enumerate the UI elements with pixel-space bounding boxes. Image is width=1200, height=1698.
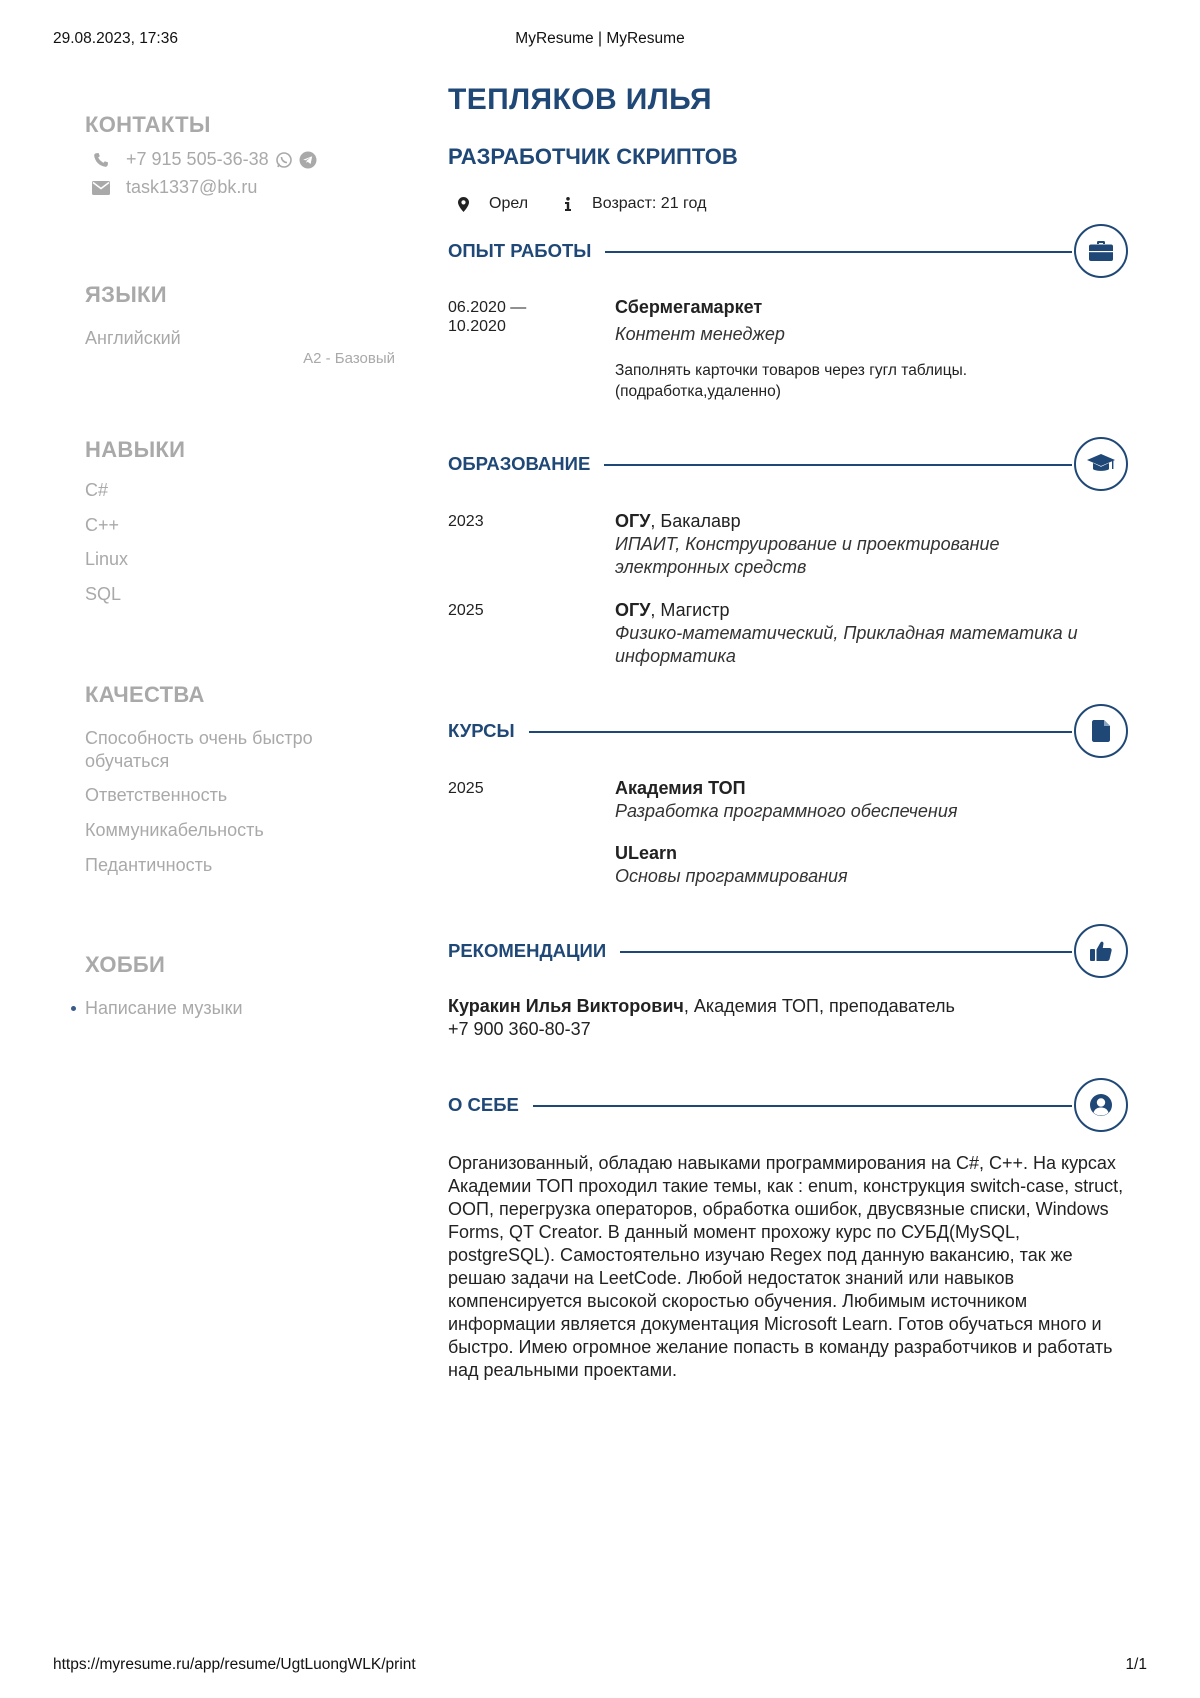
course-date: 2025 — [448, 780, 484, 797]
skill-item: SQL — [85, 584, 122, 604]
print-datetime: 29.08.2023, 17:36 — [53, 30, 178, 47]
skills-title: НАВЫКИ — [85, 437, 186, 462]
age: Возраст: 21 год — [592, 195, 707, 212]
print-url[interactable]: https://myresume.ru/app/resume/UgtLuongWLK/print — [53, 1656, 416, 1673]
course-entry — [615, 842, 1105, 888]
hobby-label: Написание музыки — [85, 998, 243, 1018]
thumbs-up-icon — [1074, 924, 1128, 978]
education-date: 2025 — [448, 602, 484, 619]
city: Орел — [489, 195, 529, 212]
education-details: Физико-математический, Прикладная математика и информатика — [615, 623, 1078, 666]
section-divider — [448, 1105, 1072, 1107]
courses-section-header — [448, 704, 1128, 758]
education-school: ОГУ, Бакалавр — [615, 511, 741, 531]
language-name: Английский — [85, 328, 181, 348]
resume-position: РАЗРАБОТЧИК СКРИПТОВ — [448, 144, 738, 169]
map-marker-icon — [458, 197, 469, 212]
envelope-icon — [91, 178, 111, 198]
phone-number[interactable]: +7 915 505-36-38 — [126, 149, 269, 169]
phone-icon — [91, 150, 111, 170]
personal-meta — [458, 195, 742, 213]
skills-section — [85, 437, 395, 604]
about-section-header — [448, 1078, 1128, 1132]
courses-title: КУРСЫ — [448, 720, 529, 742]
experience-entry — [615, 296, 1105, 402]
education-entry — [615, 599, 1105, 668]
bullet-icon — [71, 1006, 76, 1011]
contacts-title: КОНТАКТЫ — [85, 112, 211, 137]
quality-item: Коммуникабельность — [85, 820, 264, 840]
skill-item: Linux — [85, 549, 129, 569]
about-title: О СЕБЕ — [448, 1094, 533, 1116]
education-details: ИПАИТ, Конструирование и проектирование электронных средств — [615, 534, 1000, 577]
whatsapp-icon[interactable] — [275, 151, 293, 169]
print-footer — [53, 1656, 1147, 1676]
graduation-cap-icon — [1074, 437, 1128, 491]
recommender: Куракин Илья Викторович, Академия ТОП, преподаватель — [448, 996, 955, 1016]
briefcase-icon — [1074, 224, 1128, 278]
education-section-header — [448, 437, 1128, 491]
education-title: ОБРАЗОВАНИЕ — [448, 453, 604, 475]
section-divider — [448, 731, 1072, 733]
languages-section — [85, 282, 395, 367]
resume-name: ТЕПЛЯКОВ ИЛЬЯ — [448, 83, 712, 116]
experience-section-header — [448, 224, 1128, 278]
course-description: Разработка программного обеспечения — [615, 801, 958, 821]
hobbies-title: ХОББИ — [85, 952, 166, 977]
languages-title: ЯЗЫКИ — [85, 282, 167, 307]
language-level: A2 - Базовый — [303, 350, 395, 367]
hobby-item — [85, 997, 243, 1020]
about-text: Организованный, обладаю навыками программирования на C#, C++. На курсах Академии ТОП проходил такие темы, как : enum, конструкция switch-case, struct, ООП, перегрузка операторов, обработка ошибок, двусвязные списки, Windows Forms, QT Creator. В данный момент прохожу курс по СУБД(MySQL, postgreSQL). Самостоятельно изучаю Regex под данную вакансию, так же решаю задачи на LeetCode. Любой недостаток знаний или навыков компенсируется высокой скоростью обучения. Любимым источником информации является документация Microsoft Learn. Готов обучаться много и быстро. Имею огромное желание попасть в команду разработчиков и работать над реальными проектами. — [448, 1153, 1124, 1380]
hobbies-section — [85, 952, 395, 1018]
course-description: Основы программирования — [615, 866, 848, 886]
skill-item: C# — [85, 480, 109, 500]
email-row — [91, 177, 257, 198]
contacts-section — [85, 112, 395, 197]
print-header — [53, 30, 1147, 50]
skill-item: C++ — [85, 515, 120, 535]
education-school: ОГУ, Магистр — [615, 600, 730, 620]
quality-item: Педантичность — [85, 855, 213, 875]
recommendations-section-header — [448, 924, 1128, 978]
course-name: ULearn — [615, 843, 678, 863]
education-entry — [615, 510, 1105, 579]
qualities-section — [85, 682, 395, 875]
document-icon — [1074, 704, 1128, 758]
company-name: Сбермегамаркет — [615, 297, 763, 317]
experience-title: ОПЫТ РАБОТЫ — [448, 240, 605, 262]
print-page-number: 1/1 — [1125, 1656, 1147, 1673]
recommender-phone[interactable]: +7 900 360-80-37 — [448, 1019, 591, 1039]
telegram-icon[interactable] — [299, 151, 317, 169]
qualities-title: КАЧЕСТВА — [85, 682, 205, 707]
job-role: Контент менеджер — [615, 324, 785, 344]
course-entry — [615, 777, 1105, 823]
education-date: 2023 — [448, 513, 484, 530]
phone-row — [91, 149, 317, 170]
print-title: MyResume | MyResume — [515, 30, 685, 47]
user-circle-icon — [1074, 1078, 1128, 1132]
quality-item: Ответственность — [85, 785, 228, 805]
email-address[interactable]: task1337@bk.ru — [126, 177, 258, 197]
info-icon — [564, 197, 572, 211]
job-description: Заполнять карточки товаров через гугл таблицы. (подработка,удаленно) — [615, 362, 968, 400]
experience-date: 06.2020 — 10.2020 — [448, 299, 527, 335]
course-name: Академия ТОП — [615, 778, 746, 798]
quality-item: Способность очень быстро обучаться — [85, 728, 313, 771]
recommendations-title: РЕКОМЕНДАЦИИ — [448, 940, 620, 962]
